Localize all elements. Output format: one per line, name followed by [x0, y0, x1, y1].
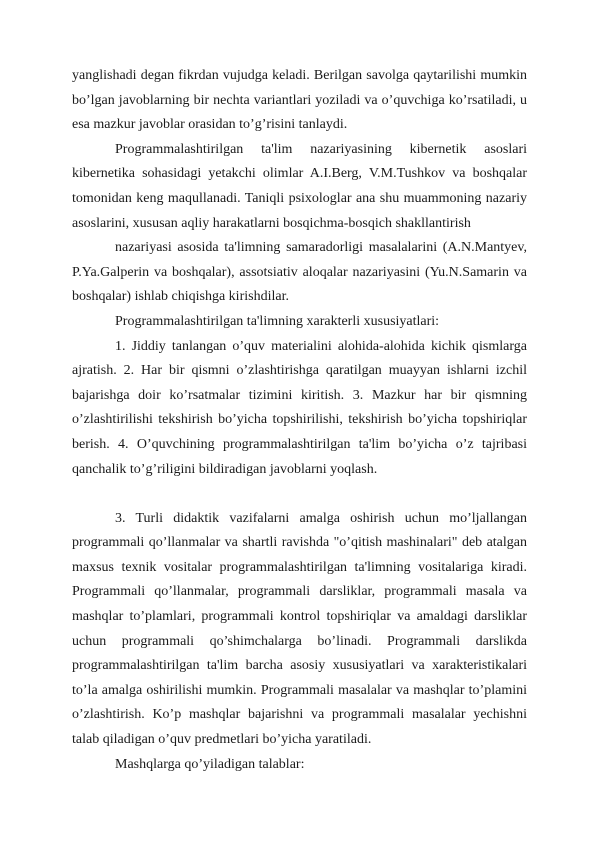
document-body: [72, 64, 527, 777]
paragraph-gap: [72, 482, 527, 507]
paragraph-cybernetic-foundations: Programmalashtirilgan ta'lim nazariyasining kibernetik asoslari kibernetika sohasidagi yetakchi olimlar A.I.Berg, V.M.Tushkov va boshqalar tomonidan keng maqullanadi. Taniqli psixologlar ana shu muammoning nazariy asoslarini, xususan aqliy harakatlarni bosqichma-bosqich shakllantirish: [72, 141, 527, 231]
paragraph-programmed-tools: 3. Turli didaktik vazifalarni amalga oshirish uchun mo’ljallangan programmali qo’llanmalar va shartli ravishda "o’qitish mashinalari" deb atalgan maxsus texnik vositalar programmalashtirilgan ta'limning vositalariga kiradi. Programmali qo’llanmalar, programmali darsliklar, programmali masala va mashqlar to’plamlari, programmali kontrol topshiriqlar va amaldagi darsliklar uchun programmali qo’shimchalarga bo’linadi. Programmali darslikda programmalashtirilgan ta'lim barcha asosiy xususiyatlari va xarakteristikalari to’la amalga oshirilishi mumkin. Programmali masalalar va mashqlar to’plamini o’zlashtirish. Ko’p mashqlar bajarishni va programmali masalalar yechishni talab qiladigan o’quv predmetlari bo’yicha yaratiladi.: [72, 510, 527, 748]
paragraph-theory-efficiency: nazariyasi asosida ta'limning samaradorligi masalalarini (A.N.Mantyev, P.Ya.Galperin va boshqalar), assotsiativ aloqalar nazariyasini (Yu.N.Samarin va boshqalar) ishlab chiqishga kirishdilar.: [72, 240, 527, 305]
paragraph-characteristics-list: 1. Jiddiy tanlangan o’quv materialini alohida-alohida kichik qismlarga ajratish. 2. Har bir qismni o’zlashtirishga qaratilgan muayyan ishlarni izchil bajarishga doir ko’rsatmalar tizimini kiritish. 3. Mazkur har bir qismning o’zlashtirilishi tekshirish bo’yicha topshirilishi, tekshirish bo’yicha topshiriqlar berish. 4. O’quvchining programmalashtirilgan ta'lim bo’yicha o’z tajribasi qanchalik to’g’riligini bildiradigan javoblarni yoqlash.: [72, 338, 527, 477]
paragraph-continuation: yanglishadi degan fikrdan vujudga keladi. Berilgan savolga qaytarilishi mumkin bo’lgan javoblarning bir nechta variantlari yoziladi va o’quvchiga ko’rsatiladi, u esa mazkur javoblar orasidan to’g’risini tanlaydi.: [72, 68, 527, 133]
paragraph-characteristics-heading: Programmalashtirilgan ta'limning xarakterli xususiyatlari:: [115, 313, 440, 329]
paragraph-exercise-requirements: Mashqlarga qo’yiladigan talablar:: [115, 756, 305, 772]
